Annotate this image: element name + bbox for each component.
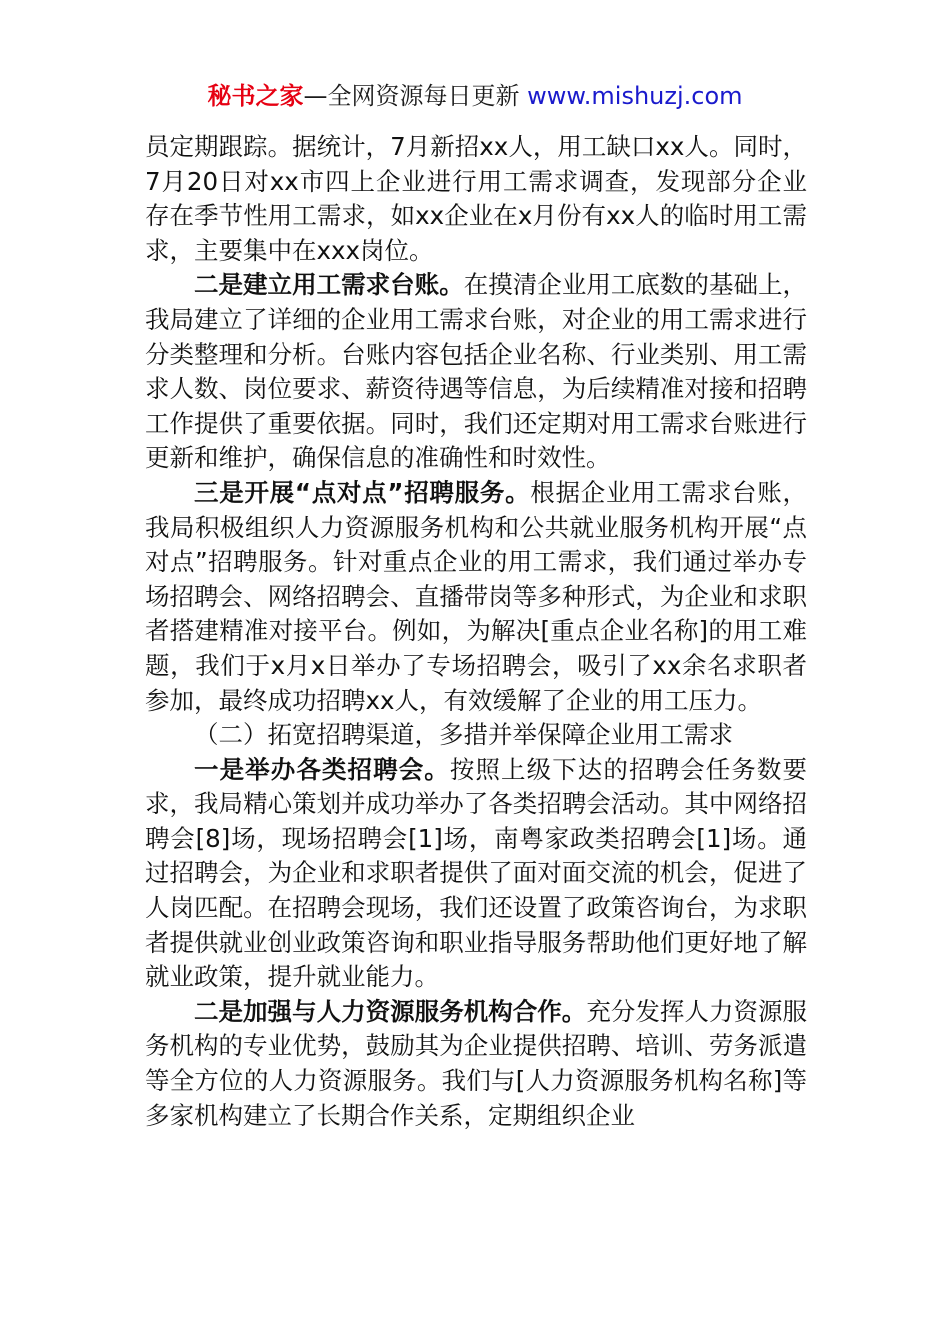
paragraph-p2p-body: 根据企业用工需求台账，我局积极组织人力资源服务机构和公共就业服务机构开展“点对点”招聘服务。针对重点企业的用工需求，我们通过举办专场招聘会、网络招聘会、直播带岗等多种形式，为企业和求职者搭建精准对接平台。例如，为解决[重点企业名称]的用工难题，我们于x月x日举办了专场招聘会，吸引了xx余名求职者参加，最终成功招聘xx人，有效缓解了企业的用工压力。 (145, 477, 808, 715)
paragraph-job-fairs-body: 按照上级下达的招聘会任务数要求，我局精心策划并成功举办了各类招聘会活动。其中网络招聘会[8]场，现场招聘会[1]场，南粤家政类招聘会[1]场。通过招聘会，为企业和求职者提供了面对面交流的机会，促进了人岗匹配。在招聘会现场，我们还设置了政策咨询台，为求职者提供就业创业政策咨询和职业指导服务帮助他们更好地了解就业政策，提升就业能力。 (145, 754, 808, 992)
paragraph-p2p-recruitment (145, 476, 807, 718)
paragraph-hr-title: 二是加强与人力资源服务机构合作。 (194, 996, 587, 1026)
site-tagline: —全网资源每日更新 (303, 82, 520, 110)
site-url-link[interactable]: www.mishuzj.com (527, 82, 743, 110)
paragraph-hr-cooperation (145, 995, 807, 1133)
section-heading: （二）拓宽招聘渠道，多措并举保障企业用工需求 (194, 720, 733, 750)
paragraph-ledger (145, 268, 807, 476)
paragraph-job-fairs-title: 一是举办各类招聘会。 (194, 754, 450, 784)
paragraph-ledger-body: 在摸清企业用工底数的基础上，我局建立了详细的企业用工需求台账，对企业的用工需求进行分类整理和分析。台账内容包括企业名称、行业类别、用工需求人数、岗位要求、薪资待遇等信息，为后续精准对接和招聘工作提供了重要依据。同时，我们还定期对用工需求台账进行更新和维护，确保信息的准确性和时效性。 (145, 270, 808, 473)
site-header (0, 78, 950, 114)
paragraph-hr-body: 充分发挥人力资源服务机构的专业优势，鼓励其为企业提供招聘、培训、劳务派遣等全方位的人力资源服务。我们与[人力资源服务机构名称]等多家机构建立了长期合作关系，定期组织企业 (145, 996, 808, 1130)
paragraph-continued: 员定期跟踪。据统计，7月新招xx人，用工缺口xx人。同时，7月20日对xx市四上企业进行用工需求调查，发现部分企业存在季节性用工需求，如xx企业在x月份有xx人的临时用工需求，主要集中在xxx岗位。 (145, 132, 807, 265)
paragraph-p2p-title: 三是开展“点对点”招聘服务。 (194, 477, 531, 507)
site-brand: 秘书之家 (207, 82, 304, 110)
document-body (145, 130, 807, 1133)
paragraph-ledger-title: 二是建立用工需求台账。 (194, 270, 464, 300)
paragraph-job-fairs (145, 753, 807, 995)
